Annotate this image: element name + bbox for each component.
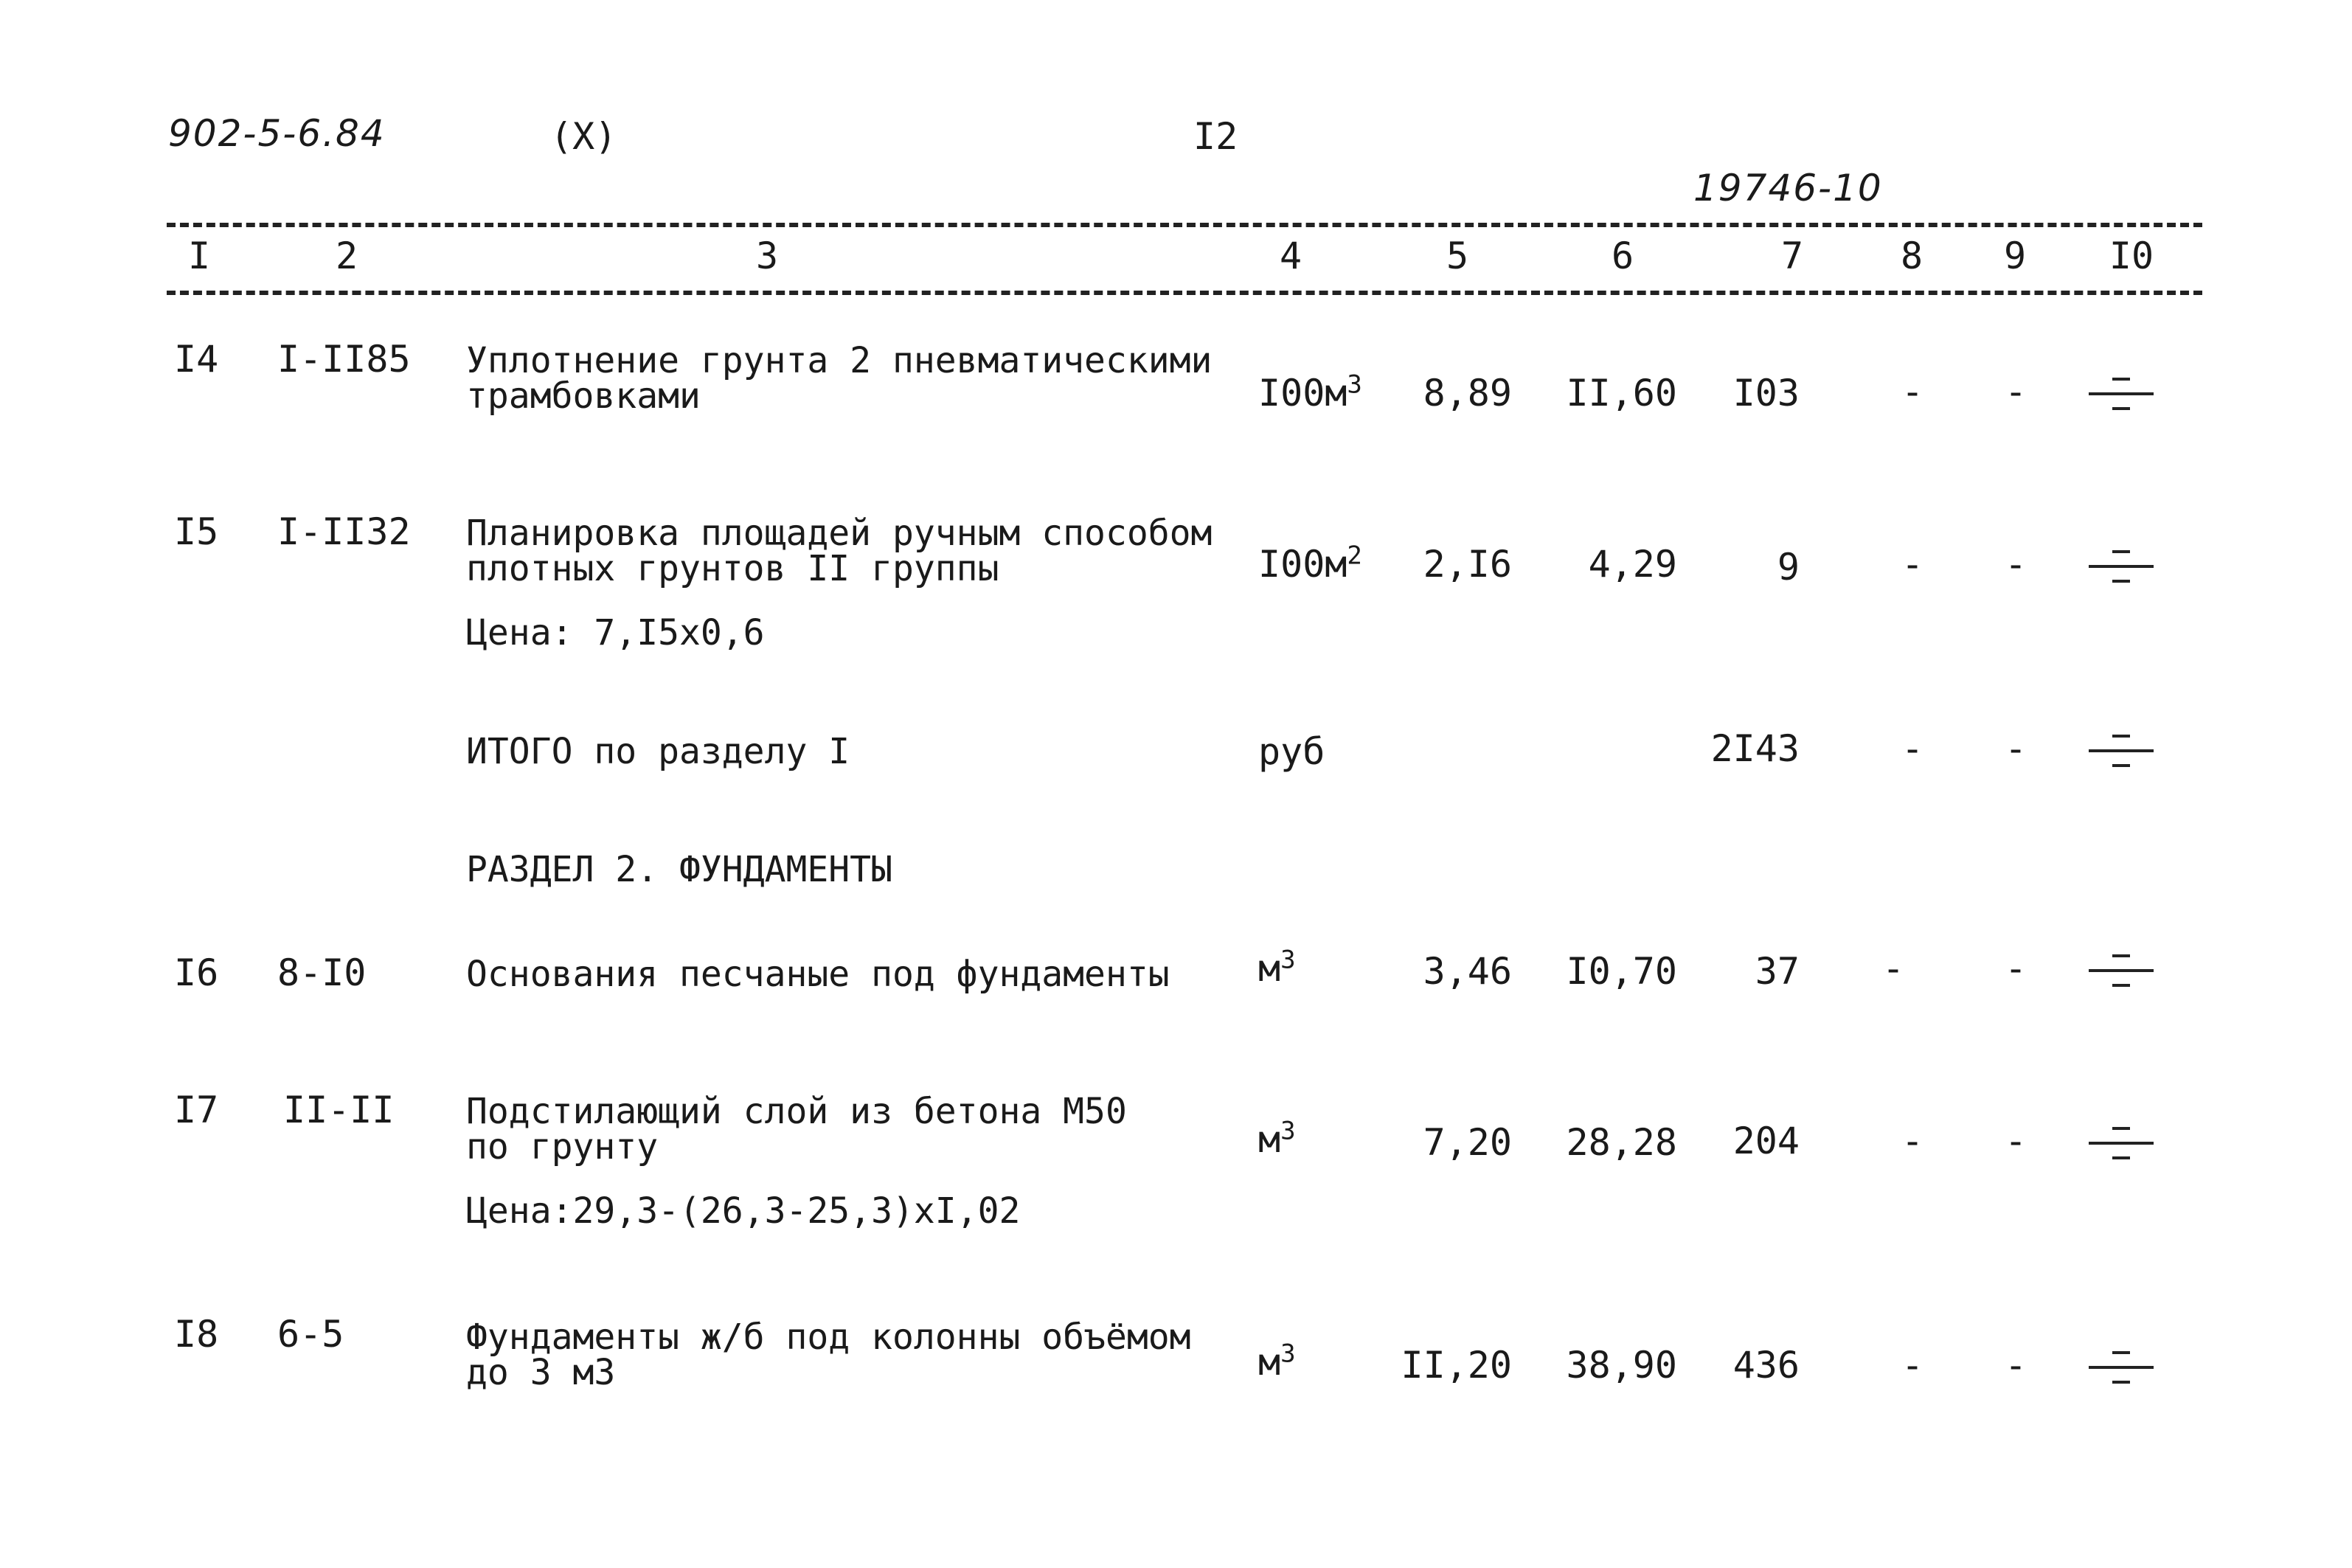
item-description-continued: плотных грунтов II группы [466,548,999,589]
row-number: I6 [174,951,219,994]
column-header-10: I0 [2109,235,2154,277]
item-description-continued: по грунту [466,1126,659,1168]
unit-of-measure: руб [1258,730,1325,773]
item-description: Основания песчаные под фундаменты [466,954,1170,995]
row-number: I4 [174,338,219,381]
price-note: Цена:29,3-(26,3-25,3)xI,02 [466,1190,1021,1232]
unit-price: II,60 [1566,372,1677,414]
column-header-4: 4 [1279,235,1302,277]
column-header-6: 6 [1611,235,1634,277]
column-header-1: I [187,235,211,277]
column-8-value: - [1882,947,1905,990]
division-sign-icon [2084,1124,2158,1162]
unit-of-measure: $I00м^3$ [1258,370,1362,414]
page-number: I2 [1193,115,1238,158]
column-9-value: - [2005,727,2027,770]
column-header-7: 7 [1780,235,1804,277]
unit-price: 38,90 [1566,1344,1677,1387]
section-heading: РАЗДЕЛ 2. ФУНДАМЕНТЫ [466,849,892,890]
unit-of-measure: $м^3$ [1258,1116,1296,1161]
column-8-value: - [1901,1344,1924,1387]
division-sign-icon [2084,1348,2158,1387]
quantity: 8,89 [1423,372,1512,414]
column-header-5: 5 [1446,235,1469,277]
item-description: Уплотнение грунта 2 пневматическими [466,340,1213,381]
total-cost: I03 [1732,372,1800,414]
item-description-continued: трамбовками [466,375,701,417]
column-8-value: - [1901,543,1924,586]
unit-price: 4,29 [1588,543,1677,586]
unit-of-measure: $м^3$ [1258,945,1296,990]
column-header-8: 8 [1900,235,1923,277]
unit-of-measure: $I00м^2$ [1258,541,1362,586]
row-number: I8 [174,1313,219,1356]
column-9-value: - [2005,543,2027,586]
item-description: Фундаменты ж/б под колонны объёмом [466,1317,1191,1358]
total-cost: 37 [1755,950,1800,993]
column-9-value: - [2005,1344,2027,1387]
column-8-value: - [1901,1120,1924,1162]
item-description: Планировка площадей ручным способом [466,513,1213,554]
header-bottom-rule [167,291,2202,295]
row-number: I5 [174,510,219,553]
division-sign-icon [2084,732,2158,770]
sheet-mark: (X) [550,115,617,158]
unit-price: 28,28 [1566,1121,1677,1164]
quantity: 7,20 [1423,1121,1512,1164]
column-9-value: - [2005,947,2027,990]
price-note: Цена: 7,I5x0,6 [466,612,765,653]
column-8-value: - [1901,370,1924,413]
header-top-rule [167,223,2202,227]
column-8-value: - [1901,727,1924,770]
rate-code: I-II32 [277,510,411,553]
document-code: 902-5-6.84 [168,112,386,155]
column-header-2: 2 [335,235,358,277]
rate-code: II-II [283,1089,395,1131]
rate-code: 6-5 [277,1313,344,1356]
total-cost: 436 [1732,1344,1800,1387]
quantity: 2,I6 [1423,543,1512,586]
division-sign-icon [2084,547,2158,586]
section-total-label: ИТОГО по разделу I [466,731,850,772]
total-cost: 204 [1732,1120,1800,1162]
quantity: 3,46 [1423,950,1512,993]
division-sign-icon [2084,375,2158,413]
total-cost: 9 [1777,546,1800,589]
total-cost: 2I43 [1710,727,1800,770]
unit-of-measure: $м^3$ [1258,1339,1296,1384]
rate-code: I-II85 [277,338,411,381]
quantity: II,20 [1401,1344,1512,1387]
column-9-value: - [2005,1120,2027,1162]
inventory-number: 19746-10 [1693,167,1883,209]
item-description-continued: до 3 м3 [466,1352,616,1393]
row-number: I7 [174,1089,219,1131]
column-9-value: - [2005,370,2027,413]
column-header-9: 9 [2003,235,2027,277]
unit-price: I0,70 [1566,950,1677,993]
column-header-3: 3 [755,235,779,277]
rate-code: 8-I0 [277,951,367,994]
item-description: Подстилающий слой из бетона М50 [466,1091,1127,1132]
division-sign-icon [2084,951,2158,990]
